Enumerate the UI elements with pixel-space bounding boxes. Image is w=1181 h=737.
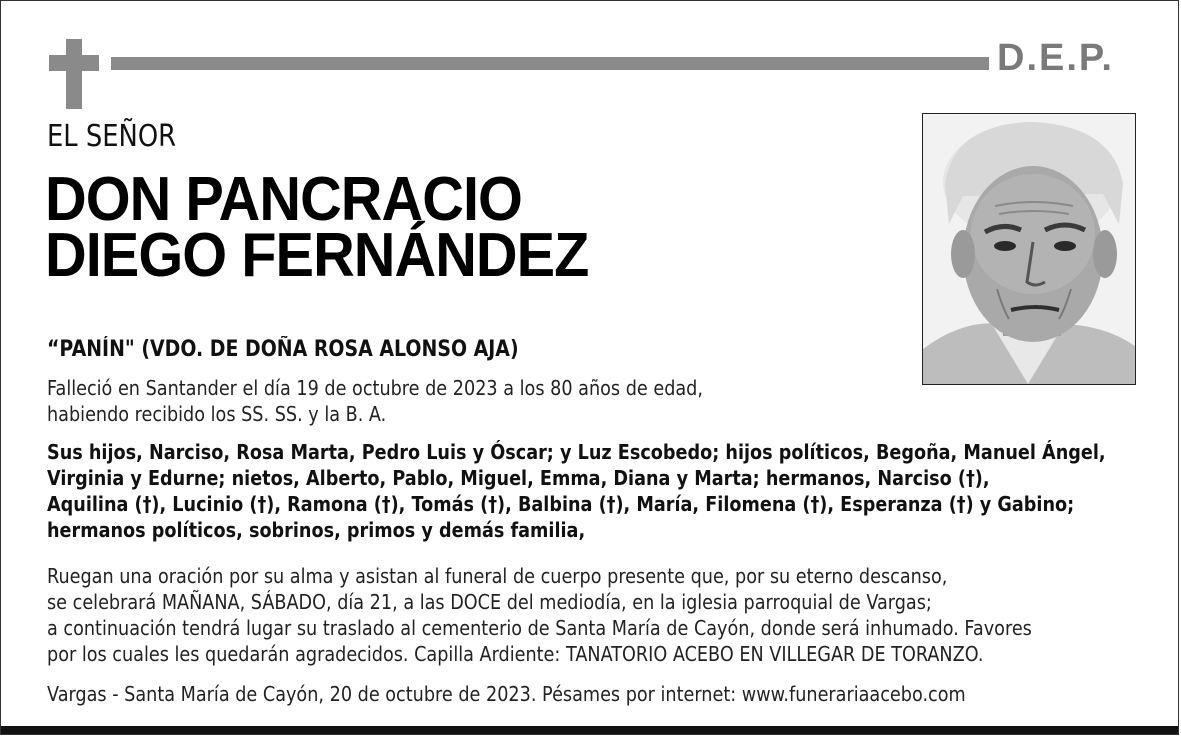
death-paragraph xyxy=(47,375,703,427)
family-paragraph xyxy=(47,439,1106,543)
funeral-line: a continuación tendrá lugar su traslado al cementerio de Santa María de Cayón, donde será inhumado. Favores xyxy=(47,616,1032,640)
death-line: Falleció en Santander el día 19 de octubre de 2023 a los 80 años de edad, xyxy=(47,376,703,400)
name-line-2: DIEGO FERNÁNDEZ xyxy=(45,221,589,290)
dep-label: D.E.P. xyxy=(997,37,1114,79)
funeral-line: se celebrará MAÑANA, SÁBADO, día 21, a las DOCE del mediodía, en la iglesia parroquial de Vargas; xyxy=(47,590,932,614)
name-line-1: DON PANCRACIO xyxy=(45,165,522,234)
family-line: Sus hijos, Narciso, Rosa Marta, Pedro Luis y Óscar; y Luz Escobedo; hijos políticos, Begoña, Manuel Ángel, xyxy=(47,440,1106,464)
bottom-bar xyxy=(1,726,1178,734)
funeral-paragraph xyxy=(47,563,1032,667)
nickname-line: “PANÍN" (VDO. DE DOÑA ROSA ALONSO AJA) xyxy=(47,337,519,362)
family-line: hermanos políticos, sobrinos, primos y demás familia, xyxy=(47,518,586,542)
deceased-name xyxy=(45,165,589,290)
header-rule xyxy=(111,57,989,70)
prefix-label: EL SEÑOR xyxy=(47,119,177,154)
funeral-line: por los cuales les quedarán agradecidos. Capilla Ardiente: TANATORIO ACEBO EN VILLEGAR DE TORANZO. xyxy=(47,642,984,666)
death-line: habiendo recibido los SS. SS. y la B. A. xyxy=(47,402,387,426)
footer-line: Vargas - Santa María de Cayón, 20 de octubre de 2023. Pésames por internet: www.funerariaacebo.com xyxy=(47,682,966,706)
family-line: Virginia y Edurne; nietos, Alberto, Pablo, Miguel, Emma, Diana y Marta; hermanos, Narciso (†), xyxy=(47,466,990,490)
portrait-photo xyxy=(922,113,1136,385)
funeral-line: Ruegan una oración por su alma y asistan al funeral de cuerpo presente que, por su eterno descanso, xyxy=(47,564,948,588)
cross-icon xyxy=(49,39,99,109)
family-line: Aquilina (†), Lucinio (†), Ramona (†), Tomás (†), Balbina (†), María, Filomena (†), Esperanza (†) y Gabino; xyxy=(47,492,1075,516)
